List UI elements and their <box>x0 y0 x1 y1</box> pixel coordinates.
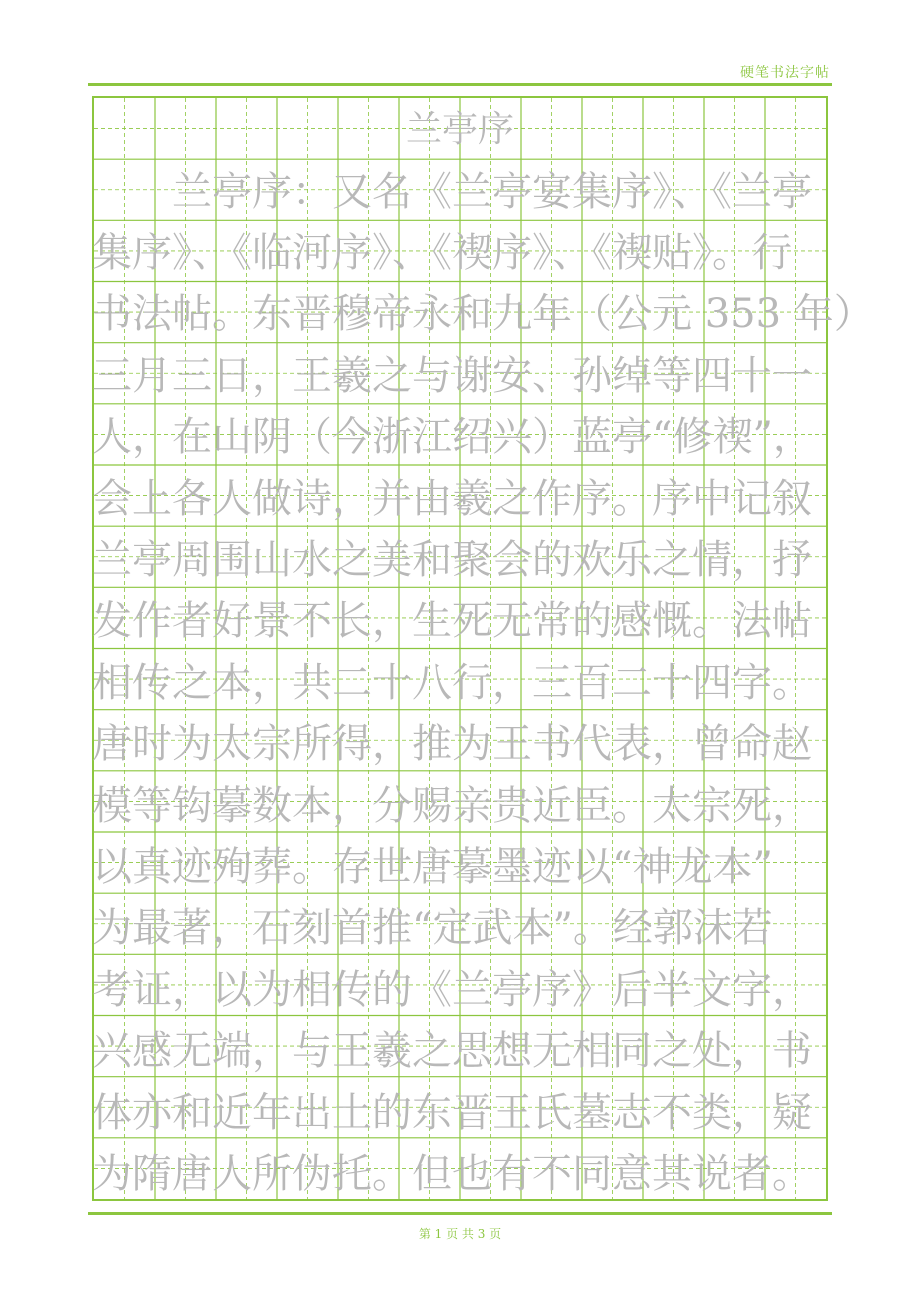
text-line: 三月三日，王羲之与谢安、孙绰等四十一 <box>92 352 812 399</box>
text-line: 体亦和近年出土的东晋王氏墓志不类，疑 <box>92 1089 812 1136</box>
text-line: 模等钩摹数本，分赐亲贵近臣。太宗死， <box>92 782 812 829</box>
page-number: 第 1 页 共 3 页 <box>418 1227 502 1241</box>
header-rule <box>88 83 832 86</box>
text-line: 兰亭序：又名《兰亭宴集序》、《兰亭 <box>92 168 812 215</box>
copybook-text <box>92 96 874 1201</box>
text-line: 人，在山阴（今浙江绍兴）蓝亭“修禊”， <box>92 414 813 461</box>
text-line: 考证，以为相传的《兰亭序》后半文字， <box>92 966 812 1013</box>
footer-rule <box>88 1212 832 1215</box>
document-title: 兰亭序 <box>405 109 514 151</box>
text-line: 集序》、《临河序》、《禊序》、《禊贴》。行 <box>92 229 792 276</box>
text-line: 以真迹殉葬。存世唐摹墨迹以“神龙本” <box>92 843 773 890</box>
text-line: 唐时为太宗所得，推为王书代表，曾命赵 <box>92 721 812 768</box>
text-line: 相传之本，共二十八行，三百二十四字。 <box>92 659 812 706</box>
text-line: 为最著，石刻首推“定武本”。经郭沫若 <box>92 905 773 952</box>
text-line: 发作者好景不长，生死无常的感慨。法帖 <box>92 598 812 645</box>
text-line: 兰亭周围山水之美和聚会的欢乐之情，抒 <box>92 536 812 583</box>
text-line: 书法帖。东晋穆帝永和九年（公元 353 年） <box>92 291 874 338</box>
header-label: 硬笔书法字帖 <box>740 65 830 81</box>
text-line: 兴感无端，与王羲之思想无相同之处，书 <box>92 1028 812 1075</box>
text-line: 会上各人做诗，并由羲之作序。序中记叙 <box>92 475 812 522</box>
text-line: 为隋唐人所伪托。但也有不同意其说者。 <box>92 1150 812 1197</box>
